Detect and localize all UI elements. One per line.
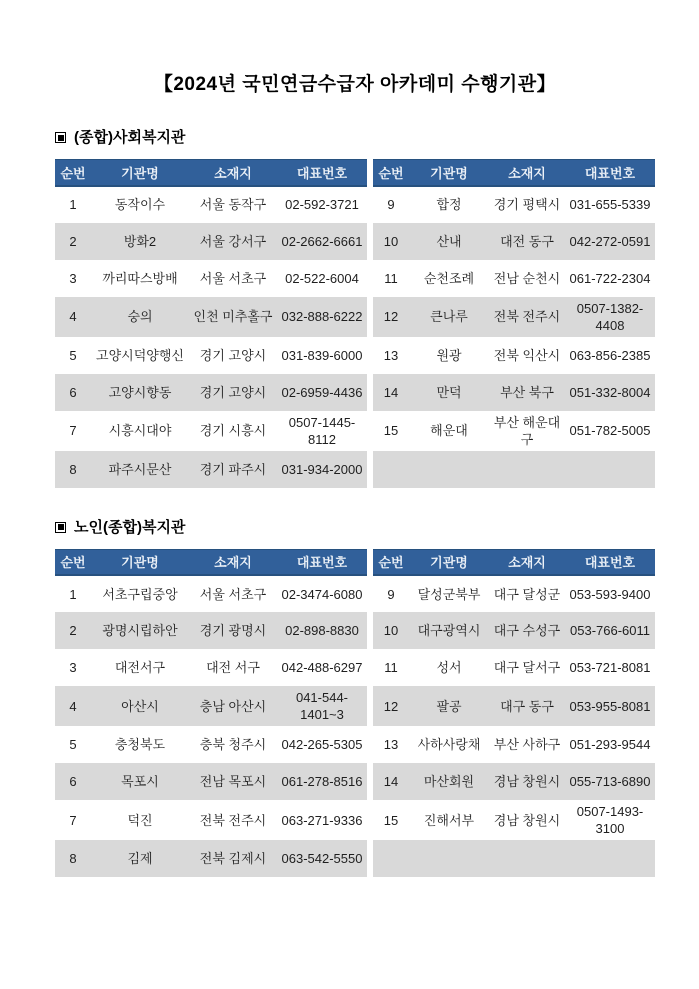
cell-loc: 충남 아산시 <box>189 686 277 726</box>
cell-tel <box>565 451 655 488</box>
cell-no: 1 <box>55 575 91 612</box>
cell-no: 4 <box>55 686 91 726</box>
cell-name: 방화2 <box>91 223 189 260</box>
cell-name: 파주시문산 <box>91 451 189 488</box>
table-row <box>55 411 655 451</box>
cell-no: 1 <box>55 186 91 223</box>
cell-name: 대전서구 <box>91 649 189 686</box>
cell-name: 서초구립중앙 <box>91 575 189 612</box>
cell-tel: 031-839-6000 <box>277 337 367 374</box>
cell-no: 13 <box>373 337 409 374</box>
cell-tel: 051-293-9544 <box>565 726 655 763</box>
cell-loc: 부산 해운대구 <box>489 411 565 451</box>
section-bullet-icon <box>55 522 66 533</box>
cell-loc <box>489 451 565 488</box>
cell-tel: 063-542-5550 <box>277 840 367 877</box>
table-body <box>55 575 655 877</box>
cell-tel: 042-488-6297 <box>277 649 367 686</box>
cell-tel: 02-6959-4436 <box>277 374 367 411</box>
cell-loc: 경기 파주시 <box>189 451 277 488</box>
cell-no: 9 <box>373 575 409 612</box>
cell-name: 팔공 <box>409 686 489 726</box>
cell-no: 11 <box>373 649 409 686</box>
cell-no: 3 <box>55 260 91 297</box>
cell-loc: 경기 고양시 <box>189 337 277 374</box>
cell-name: 목포시 <box>91 763 189 800</box>
section-bullet-icon <box>55 132 66 143</box>
cell-name: 고양시향동 <box>91 374 189 411</box>
section-label: 노인(종합)복지관 <box>74 518 186 536</box>
cell-name <box>409 840 489 877</box>
cell-no <box>373 840 409 877</box>
cell-tel: 053-766-6011 <box>565 612 655 649</box>
col-header-no: 순번 <box>373 549 409 575</box>
cell-tel: 02-2662-6661 <box>277 223 367 260</box>
table-row <box>55 575 655 612</box>
cell-name: 만덕 <box>409 374 489 411</box>
col-header-no: 순번 <box>55 160 91 186</box>
cell-no: 13 <box>373 726 409 763</box>
cell-tel: 042-272-0591 <box>565 223 655 260</box>
cell-tel: 02-3474-6080 <box>277 575 367 612</box>
cell-no: 15 <box>373 411 409 451</box>
cell-loc: 인천 미추홀구 <box>189 297 277 337</box>
welfare-center-table <box>55 159 655 488</box>
cell-no: 3 <box>55 649 91 686</box>
table-row <box>55 649 655 686</box>
cell-loc: 서울 동작구 <box>189 186 277 223</box>
cell-name: 성서 <box>409 649 489 686</box>
cell-tel: 031-934-2000 <box>277 451 367 488</box>
col-header-phone: 대표번호 <box>565 160 655 186</box>
cell-name: 큰나루 <box>409 297 489 337</box>
table-body <box>55 186 655 488</box>
cell-name: 순천조례 <box>409 260 489 297</box>
cell-name: 동작이수 <box>91 186 189 223</box>
table-row <box>55 260 655 297</box>
cell-tel: 0507-1493-3100 <box>565 800 655 840</box>
cell-loc: 전북 김제시 <box>189 840 277 877</box>
cell-loc: 경남 창원시 <box>489 800 565 840</box>
cell-loc: 경남 창원시 <box>489 763 565 800</box>
table-row <box>55 726 655 763</box>
section-label: (종합)사회복지관 <box>74 129 186 146</box>
cell-name: 숭의 <box>91 297 189 337</box>
cell-loc: 경기 광명시 <box>189 612 277 649</box>
cell-no: 7 <box>55 800 91 840</box>
cell-loc: 대구 동구 <box>489 686 565 726</box>
cell-tel: 0507-1445-8112 <box>277 411 367 451</box>
cell-tel: 061-278-8516 <box>277 763 367 800</box>
table-row <box>55 840 655 877</box>
cell-name: 마산회원 <box>409 763 489 800</box>
cell-loc: 전남 목포시 <box>189 763 277 800</box>
cell-no: 6 <box>55 374 91 411</box>
cell-loc: 경기 평택시 <box>489 186 565 223</box>
col-header-location: 소재지 <box>189 160 277 186</box>
cell-name: 원광 <box>409 337 489 374</box>
cell-no: 8 <box>55 451 91 488</box>
cell-tel: 041-544-1401~3 <box>277 686 367 726</box>
cell-name: 김제 <box>91 840 189 877</box>
section-general-social-welfare <box>55 128 655 488</box>
cell-name: 합정 <box>409 186 489 223</box>
table-row <box>55 800 655 840</box>
cell-loc: 전북 전주시 <box>489 297 565 337</box>
cell-loc: 서울 서초구 <box>189 260 277 297</box>
col-header-phone: 대표번호 <box>565 549 655 575</box>
cell-no: 7 <box>55 411 91 451</box>
table-row <box>55 451 655 488</box>
section-bullet-inner <box>58 135 64 141</box>
cell-tel: 055-713-6890 <box>565 763 655 800</box>
cell-tel: 053-955-8081 <box>565 686 655 726</box>
col-header-phone: 대표번호 <box>277 549 367 575</box>
cell-loc: 부산 사하구 <box>489 726 565 763</box>
cell-no: 10 <box>373 612 409 649</box>
cell-no: 12 <box>373 686 409 726</box>
cell-no: 11 <box>373 260 409 297</box>
cell-no: 5 <box>55 726 91 763</box>
col-header-no: 순번 <box>373 160 409 186</box>
cell-loc: 대전 동구 <box>489 223 565 260</box>
cell-name: 까리따스방배 <box>91 260 189 297</box>
col-header-location: 소재지 <box>489 160 565 186</box>
table-header-row <box>55 160 655 186</box>
cell-no: 15 <box>373 800 409 840</box>
cell-no: 5 <box>55 337 91 374</box>
cell-name: 사하사랑채 <box>409 726 489 763</box>
section-heading <box>55 518 655 537</box>
col-header-name: 기관명 <box>409 160 489 186</box>
page-title: 【2024년 국민연금수급자 아카데미 수행기관】 <box>153 74 557 95</box>
cell-tel <box>565 840 655 877</box>
table-header-row <box>55 549 655 575</box>
cell-no: 6 <box>55 763 91 800</box>
cell-loc: 경기 고양시 <box>189 374 277 411</box>
cell-loc: 전북 전주시 <box>189 800 277 840</box>
cell-name: 달성군북부 <box>409 575 489 612</box>
table-row <box>55 337 655 374</box>
cell-name: 진해서부 <box>409 800 489 840</box>
cell-name: 산내 <box>409 223 489 260</box>
table-row <box>55 297 655 337</box>
cell-loc: 대구 달성군 <box>489 575 565 612</box>
col-header-no: 순번 <box>55 549 91 575</box>
cell-tel: 051-782-5005 <box>565 411 655 451</box>
cell-name <box>409 451 489 488</box>
cell-tel: 0507-1382-4408 <box>565 297 655 337</box>
section-heading <box>55 128 655 147</box>
cell-no: 14 <box>373 763 409 800</box>
table-row <box>55 612 655 649</box>
cell-tel: 063-856-2385 <box>565 337 655 374</box>
table-row <box>55 223 655 260</box>
cell-name: 덕진 <box>91 800 189 840</box>
cell-no: 8 <box>55 840 91 877</box>
cell-no: 12 <box>373 297 409 337</box>
cell-no: 4 <box>55 297 91 337</box>
col-header-name: 기관명 <box>409 549 489 575</box>
cell-tel: 02-898-8830 <box>277 612 367 649</box>
cell-no: 2 <box>55 612 91 649</box>
cell-loc: 전북 익산시 <box>489 337 565 374</box>
cell-tel: 032-888-6222 <box>277 297 367 337</box>
section-bullet-inner <box>58 524 64 530</box>
cell-no: 9 <box>373 186 409 223</box>
cell-loc: 대구 달서구 <box>489 649 565 686</box>
cell-name: 아산시 <box>91 686 189 726</box>
table-row <box>55 763 655 800</box>
cell-name: 고양시덕양행신 <box>91 337 189 374</box>
col-header-phone: 대표번호 <box>277 160 367 186</box>
cell-tel: 053-593-9400 <box>565 575 655 612</box>
welfare-center-table <box>55 549 655 878</box>
cell-name: 시흥시대야 <box>91 411 189 451</box>
cell-loc: 서울 강서구 <box>189 223 277 260</box>
cell-name: 해운대 <box>409 411 489 451</box>
cell-loc: 전남 순천시 <box>489 260 565 297</box>
cell-no: 2 <box>55 223 91 260</box>
cell-name: 충청북도 <box>91 726 189 763</box>
cell-tel: 063-271-9336 <box>277 800 367 840</box>
cell-tel: 061-722-2304 <box>565 260 655 297</box>
cell-loc: 경기 시흥시 <box>189 411 277 451</box>
cell-name: 대구광역시 <box>409 612 489 649</box>
cell-no: 14 <box>373 374 409 411</box>
cell-tel: 053-721-8081 <box>565 649 655 686</box>
cell-tel: 02-522-6004 <box>277 260 367 297</box>
cell-tel: 02-592-3721 <box>277 186 367 223</box>
col-header-location: 소재지 <box>189 549 277 575</box>
cell-tel: 031-655-5339 <box>565 186 655 223</box>
col-header-location: 소재지 <box>489 549 565 575</box>
table-row <box>55 186 655 223</box>
cell-tel: 042-265-5305 <box>277 726 367 763</box>
cell-loc: 부산 북구 <box>489 374 565 411</box>
cell-no <box>373 451 409 488</box>
cell-loc: 대전 서구 <box>189 649 277 686</box>
cell-loc: 대구 수성구 <box>489 612 565 649</box>
cell-name: 광명시립하안 <box>91 612 189 649</box>
cell-tel: 051-332-8004 <box>565 374 655 411</box>
table-row <box>55 374 655 411</box>
cell-loc: 충북 청주시 <box>189 726 277 763</box>
cell-no: 10 <box>373 223 409 260</box>
section-senior-welfare <box>55 518 655 878</box>
table-row <box>55 686 655 726</box>
col-header-name: 기관명 <box>91 160 189 186</box>
col-header-name: 기관명 <box>91 549 189 575</box>
cell-loc: 서울 서초구 <box>189 575 277 612</box>
cell-loc <box>489 840 565 877</box>
